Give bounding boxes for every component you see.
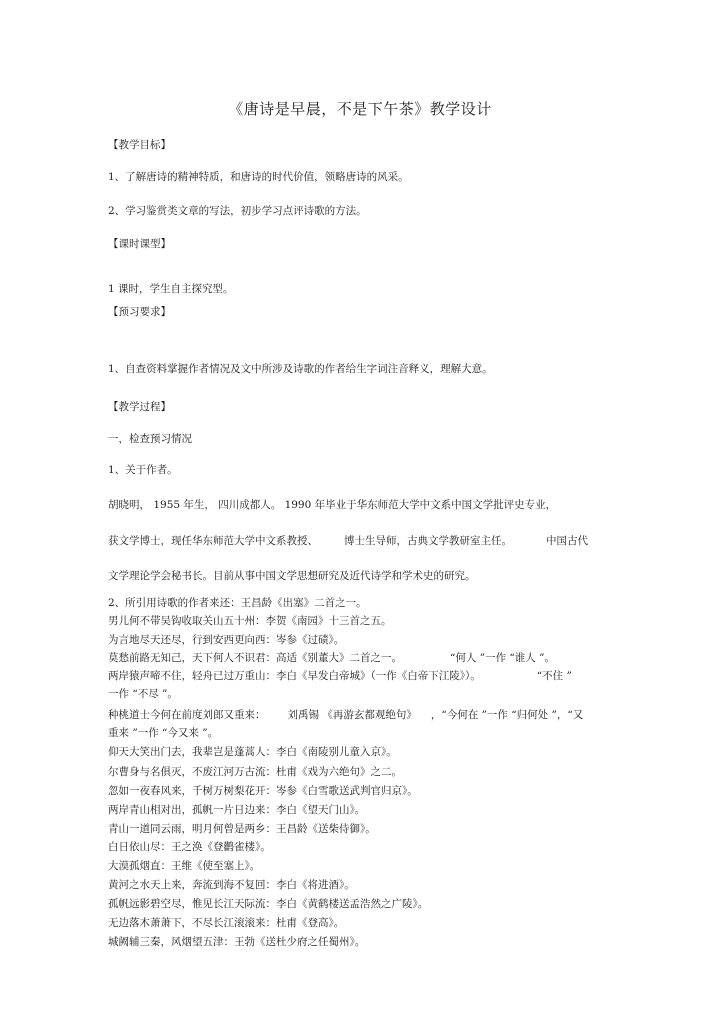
poem-note-continued: 重来 ”一作 “今又来 ”。 (108, 727, 219, 739)
prep-text: 1、自查资料掌握作者情况及文中所涉及诗歌的作者给生字词注音释义，理解大意。 (108, 363, 493, 375)
poem-line: 无边落木萧萧下，不尽长江滚滚来：杜甫《登高》。 (108, 917, 345, 929)
poem-line: 男儿何不带吴钩收取关山五十州：李贺《南园》十三首之五。 (108, 615, 392, 627)
poem-note: “不住 ” (536, 670, 572, 682)
poem-line: 忽如一夜春风来，千树万树梨花开：岑参《白雪歌送武判官归京》。 (108, 785, 418, 797)
bio-part-b: 博士生导师，古典文学教研室主任。 (344, 535, 512, 547)
goals-heading: 【教学目标】 (108, 139, 171, 151)
poem-line: 孤帆远影碧空尽，惟见长江天际流：李白《黄鹤楼送孟浩然之广陵》。 (108, 898, 429, 910)
type-text: 1 课时，学生自主探究型。 (108, 283, 234, 295)
poem-line: 尔曹身与名俱灭，不废江河万古流：杜甫《戏为六绝句》之二。 (108, 766, 402, 778)
poem-line: 两岸青山相对出，孤帆一片日边来：李白《望天门山》。 (108, 804, 366, 816)
poem-line (108, 708, 583, 722)
poem-line: 大漠孤烟直：王维《使至塞上》。 (108, 860, 261, 872)
poem-line: 白日依山尽：王之涣《登鹳雀楼》。 (108, 841, 271, 853)
author-bio-line-1: 胡晓明， 1955 年生， 四川成都人。 1990 年毕业于华东师范大学中文系中国文学批评史专业， (108, 499, 557, 511)
poem-text: 两岸猿声啼不住，轻舟已过万重山：李白《早发白帝城》（一作《白帝下江陵》）。 (108, 670, 481, 682)
poem-line: 为言地尽天还尽，行到安西更向西：岑参《过碛》。 (108, 634, 345, 646)
poem-source: 刘禹锡 《再游玄都观绝句》 (287, 709, 417, 721)
step-heading: 一，检查预习情况 (108, 433, 192, 445)
poem-note: ，“今何在 ”一作 “归何处 ”，“又 (430, 709, 584, 721)
process-heading: 【教学过程】 (108, 401, 171, 413)
poem-line (108, 669, 572, 683)
poem-note-continued: 一作 “不尽 ”。 (108, 688, 178, 700)
poem-line: 城阙辅三秦，风烟望五津：王勃《送杜少府之任蜀州》。 (108, 936, 366, 948)
poem-text: 种桃道士今何在前度刘郎又重来： (108, 709, 266, 721)
about-author-heading: 1、关于作者。 (108, 464, 178, 476)
bio-part-a: 获文学博士，现任华东师范大学中文系教授、 (108, 535, 318, 547)
author-bio-line-2 (108, 534, 588, 548)
poem-note: “何人 ”一作 “谁人 ”。 (450, 652, 555, 664)
poems-intro: 2、所引用诗歌的作者来还：王昌龄《出塞》二首之一。 (108, 597, 367, 609)
poem-line: 黄河之水天上来，奔流到海不复回：李白《将进酒》。 (108, 879, 355, 891)
goal-item-1: 1、了解唐诗的精神特质，和唐诗的时代价值，领略唐诗的风采。 (108, 171, 409, 183)
document-title: 《唐诗是早晨，不是下午茶》教学设计 (228, 100, 492, 118)
poem-text: 莫愁前路无知己，天下何人不识君：高适《别董大》二首之一。 (108, 652, 402, 664)
prep-heading: 【预习要求】 (108, 306, 171, 318)
poem-line: 仰天大笑出门去，我辈岂是蓬蒿人：李白《南陵别儿童入京》。 (108, 746, 397, 758)
author-bio-line-3: 文学理论学会秘书长。目前从事中国文学思想研究及近代诗学和学术史的研究。 (108, 570, 476, 582)
poem-line: 青山一道同云雨，明月何曾是两乡：王昌龄《送柴侍御》。 (108, 823, 376, 835)
type-heading: 【课时课型】 (108, 238, 171, 250)
bio-part-c: 中国古代 (546, 535, 588, 547)
poem-line (108, 651, 555, 665)
goal-item-2: 2、学习鉴赏类文章的写法，初步学习点评诗歌的方法。 (108, 205, 367, 217)
